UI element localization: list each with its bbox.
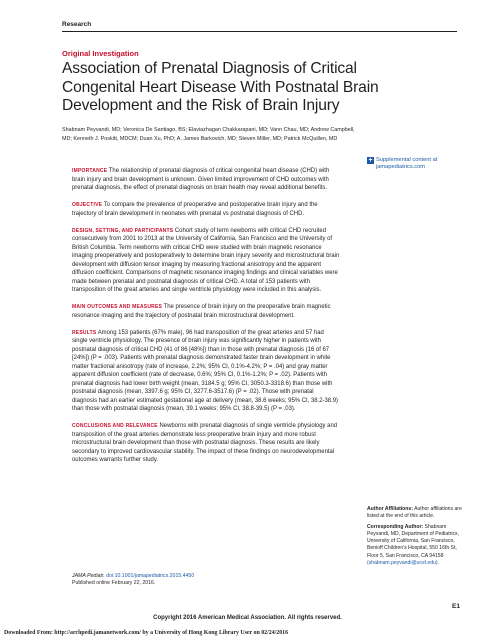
copyright-notice: Copyright 2016 American Medical Association. All rights reserved.	[153, 615, 342, 621]
outcomes-heading: MAIN OUTCOMES AND MEASURES	[72, 304, 163, 310]
plus-icon: +	[368, 157, 373, 164]
supplemental-text[interactable]: Supplemental content at jamapediatrics.com	[376, 157, 438, 171]
journal-name: JAMA Pediatr.	[72, 573, 105, 579]
author-info-sidebar	[367, 506, 465, 571]
affiliations-heading: Author Affiliations:	[367, 506, 413, 512]
conclusions-heading: CONCLUSIONS AND RELEVANCE	[72, 423, 158, 429]
doi-link[interactable]: doi:10.1001/jamapediatrics.2015.4450	[106, 573, 195, 579]
affiliations-note	[367, 506, 465, 520]
design-heading: DESIGN, SETTING, AND PARTICIPANTS	[72, 227, 174, 234]
abstract-results	[72, 329, 340, 414]
corresponding-heading: Corresponding Author:	[367, 524, 424, 531]
author-list: Shabnam Peyvandi, MD; Veronica De Santiago, BS; Elaviazhagan Chakkarapani, MD; Vann Chau, MD; Andrew Campbell, MD; Kenneth J. Poskitt, MDCM; Duan Xu, PhD; A. James Barkovich, MD; Steven Miller, MD; Patrick McQuillen, MD	[62, 127, 355, 142]
download-stamp: Downloaded From: http://archpedi.jamanetwork.com/ by a University of Hong Kong Library User on 02/24/2016	[4, 630, 289, 636]
abstract-conclusions	[72, 422, 340, 465]
abstract-objective	[72, 201, 340, 218]
affiliations-text: Author affiliations are listed at the end of this article.	[367, 506, 462, 520]
results-heading: RESULTS	[72, 329, 97, 336]
importance-text: The relationship of prenatal diagnosis of critical congenital heart disease (CHD) with brain injury and brain development is unknown. Given limited improvement of CHD outcomes with prenatal diagnosis, the effect of prenatal diagnosis on brain health may reveal additional benefits.	[72, 168, 330, 191]
importance-heading: IMPORTANCE	[72, 168, 108, 174]
citation-block	[72, 573, 292, 588]
published-date: Published online February 22, 2016.	[72, 580, 156, 587]
abstract-importance	[72, 167, 340, 193]
corresponding-email-link[interactable]: (shabnam.peyvandi@ucsf.edu).	[367, 559, 439, 566]
section-label: Research	[62, 21, 92, 28]
abstract-design	[72, 227, 340, 295]
header-rule	[62, 31, 457, 32]
objective-text: To compare the prevalence of preoperative and postoperative brain injury and the trajectory of brain development in neonates with prenatal vs postnatal diagnosis of CHD.	[72, 202, 318, 217]
results-text: Among 153 patients (67% male), 96 had transposition of the great arteries and 57 had single ventricle physiology. The presence of brain injury was significantly higher in patients with postnatal diagnosis of critical CHD (41 of 86 [48%]) than in those with prenatal diagnosis (16 of 67 [24%]) (P = .003). Patients with prenatal diagnosis demonstrated faster brain development in white matter fractional anisotropy (rate of increase, 2.2%; 95% CI, 0.1%-4.2%; P = .04) and gray matter apparent diffusion coefficient (rate of decrease, 0.6%; 95% CI, 0.1%-1.2%; P = .02). Patients with prenatal diagnosis had lower birth weight (mean, 3184.5 g; 95% CI, 3050.3-3318.6) than those with postnatal diagnosis (mean, 3397.6 g; 95% CI, 3277.6-3517.6) (P = .02). Those with prenatal diagnosis had an earlier estimated gestational age at delivery (mean, 38.6 weeks; 95% CI, 38.2-38.9) than those with postnatal diagnosis (mean, 39.1 weeks; 95% CI, 38.8-39.5) (P = .03).	[72, 329, 339, 412]
corresponding-text: Shabnam Peyvandi, MD, Department of Pediatrics, University of California, San Francisco, Benioff Children's Hospital, 550 16th St, Floor 5, San Francisco, CA 94158	[367, 524, 460, 559]
article-type: Original Investigation	[62, 49, 139, 58]
conclusions-text: Newborns with prenatal diagnosis of single ventricle physiology and transposition of the great arteries demonstrate less preoperative brain injury and more robust microstructural brain development than those with postnatal diagnosis. These results are likely secondary to improved cardiovascular stability. The impact of these findings on neurodevelopmental outcomes warrants further study.	[72, 423, 338, 463]
citation-line	[72, 573, 292, 580]
design-text: Cohort study of term newborns with critical CHD recruited consecutively from 2001 to 2013 at the University of California, San Francisco and the University of British Columbia. Term newborns with critical CHD were studied with brain magnetic resonance imaging preoperatively and postoperatively to determine brain injury severity and microstructural brain development with diffusion tensor imaging by measuring fractional anisotropy and the apparent diffusion coefficient. Comparisons of magnetic resonance imaging findings and clinical variables were made between prenatal and postnatal diagnosis of critical CHD. A total of 153 patients with transposition of the great arteries and single ventricle physiology were included in this analysis.	[72, 227, 340, 293]
corresponding-author	[367, 524, 465, 567]
page-number: E1	[452, 603, 460, 610]
outcomes-text: The presence of brain injury on the preoperative brain magnetic resonance imaging and the trajectory of postnatal brain microstructural development.	[72, 304, 331, 319]
article-title: Association of Prenatal Diagnosis of Critical Congenital Heart Disease With Postnatal Brain Development and the Risk of Brain Injury	[62, 60, 379, 114]
abstract	[72, 167, 340, 473]
objective-heading: OBJECTIVE	[72, 202, 103, 208]
abstract-outcomes	[72, 303, 340, 320]
supplemental-link[interactable]	[367, 157, 467, 171]
